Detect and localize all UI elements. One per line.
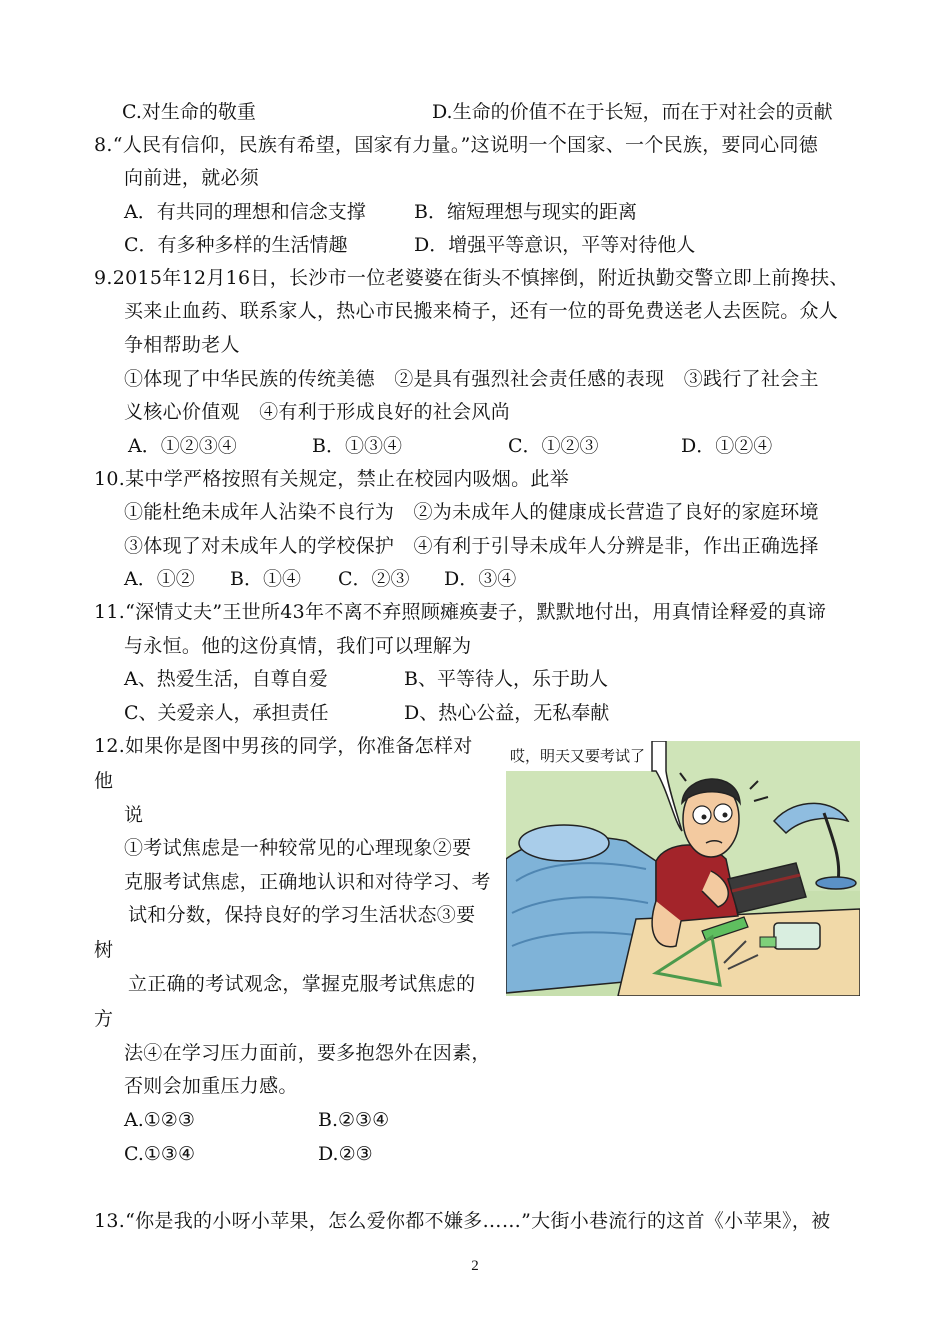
q9-option-d: D．①②④ bbox=[681, 435, 773, 457]
speech-bubble-text: 哎，明天又要考试了 bbox=[510, 747, 646, 765]
q10-stem: 10.某中学严格按照有关规定，禁止在校园内吸烟。此举 bbox=[94, 468, 570, 490]
q8-option-d: D．增强平等意识，平等对待他人 bbox=[414, 234, 696, 256]
q12-stem-line-3: 说 bbox=[124, 804, 144, 826]
q7-option-c: C.对生命的敬重 bbox=[122, 101, 256, 123]
cartoon-boy-at-desk bbox=[506, 741, 860, 996]
q8-option-c: C．有多种多样的生活情趣 bbox=[124, 234, 348, 256]
q12-stem-line-1: 12.如果你是图中男孩的同学，你准备怎样对 bbox=[94, 735, 473, 757]
q10-option-d: D．③④ bbox=[444, 568, 517, 590]
q11-stem-line-2: 与永恒。他的这份真情，我们可以理解为 bbox=[124, 635, 472, 657]
q9-stem-line-2: 买来止血药、联系家人，热心市民搬来椅子，还有一位的哥免费送老人去医院。众人 bbox=[124, 300, 839, 322]
q12-items-line-6: 方 bbox=[94, 1008, 114, 1030]
q11-option-d: D、热心公益，无私奉献 bbox=[404, 702, 610, 724]
q9-items-line-2: 义核心价值观 ④有利于形成良好的社会风尚 bbox=[124, 401, 511, 423]
q8-option-b: B．缩短理想与现实的距离 bbox=[414, 201, 637, 223]
q8-option-a: A．有共同的理想和信念支撑 bbox=[124, 201, 366, 223]
q12-items-line-3: 试和分数，保持良好的学习生活状态③要 bbox=[128, 904, 476, 926]
q11-option-b: B、平等待人，乐于助人 bbox=[404, 668, 608, 690]
q12-items-line-5: 立正确的考试观念，掌握克服考试焦虑的 bbox=[128, 973, 476, 995]
exam-anxiety-illustration bbox=[506, 741, 860, 996]
q9-stem-line-1: 9.2015年12月16日，长沙市一位老婆婆在街头不慎摔倒，附近执勤交警立即上前搀扶、 bbox=[94, 267, 849, 289]
q8-stem-line-1: 8.“人民有信仰，民族有希望，国家有力量。”这说明一个国家、一个民族，要同心同德 bbox=[94, 134, 819, 156]
q12-option-b: B.②③④ bbox=[318, 1109, 390, 1131]
q12-stem-line-2: 他 bbox=[94, 770, 114, 792]
q12-option-a: A.①②③ bbox=[124, 1109, 195, 1131]
q9-option-a: A．①②③④ bbox=[128, 435, 237, 457]
q9-items-line-1: ①体现了中华民族的传统美德 ②是具有强烈社会责任感的表现 ③践行了社会主 bbox=[124, 368, 819, 390]
q11-option-c: C、关爱亲人，承担责任 bbox=[124, 702, 329, 724]
q12-option-c: C.①③④ bbox=[124, 1143, 195, 1165]
q10-option-a: A．①② bbox=[124, 568, 195, 590]
q11-stem-line-1: 11.“深情丈夫”王世所43年不离不弃照顾瘫痪妻子，默默地付出，用真情诠释爱的真谛 bbox=[94, 601, 827, 623]
q12-items-line-7: 法④在学习压力面前，要多抱怨外在因素， bbox=[124, 1042, 491, 1064]
q10-option-b: B．①④ bbox=[230, 568, 301, 590]
q12-items-line-8: 否则会加重压力感。 bbox=[124, 1075, 298, 1097]
q12-items-line-2: 克服考试焦虑，正确地认识和对待学习、考 bbox=[124, 871, 491, 893]
q12-items-line-4: 树 bbox=[94, 939, 114, 961]
q7-option-d: D.生命的价值不在于长短，而在于对社会的贡献 bbox=[432, 101, 833, 123]
q9-option-c: C．①②③ bbox=[508, 435, 599, 457]
page-number: 2 bbox=[471, 1258, 479, 1274]
q10-items-line-1: ①能杜绝未成年人沾染不良行为 ②为未成年人的健康成长营造了良好的家庭环境 bbox=[124, 501, 819, 523]
q10-items-line-2: ③体现了对未成年人的学校保护 ④有利于引导未成年人分辨是非，作出正确选择 bbox=[124, 535, 819, 557]
q12-option-d: D.②③ bbox=[318, 1143, 373, 1165]
q8-stem-line-2: 向前进，就必须 bbox=[124, 167, 260, 189]
q12-items-line-1: ①考试焦虑是一种较常见的心理现象②要 bbox=[124, 837, 472, 859]
q10-option-c: C．②③ bbox=[338, 568, 410, 590]
q13-stem: 13.“你是我的小呀小苹果，怎么爱你都不嫌多……”大街小巷流行的这首《小苹果》，被 bbox=[94, 1210, 831, 1232]
q9-option-b: B．①③④ bbox=[312, 435, 402, 457]
q9-stem-line-3: 争相帮助老人 bbox=[124, 334, 240, 356]
q11-option-a: A、热爱生活，自尊自爱 bbox=[124, 668, 328, 690]
